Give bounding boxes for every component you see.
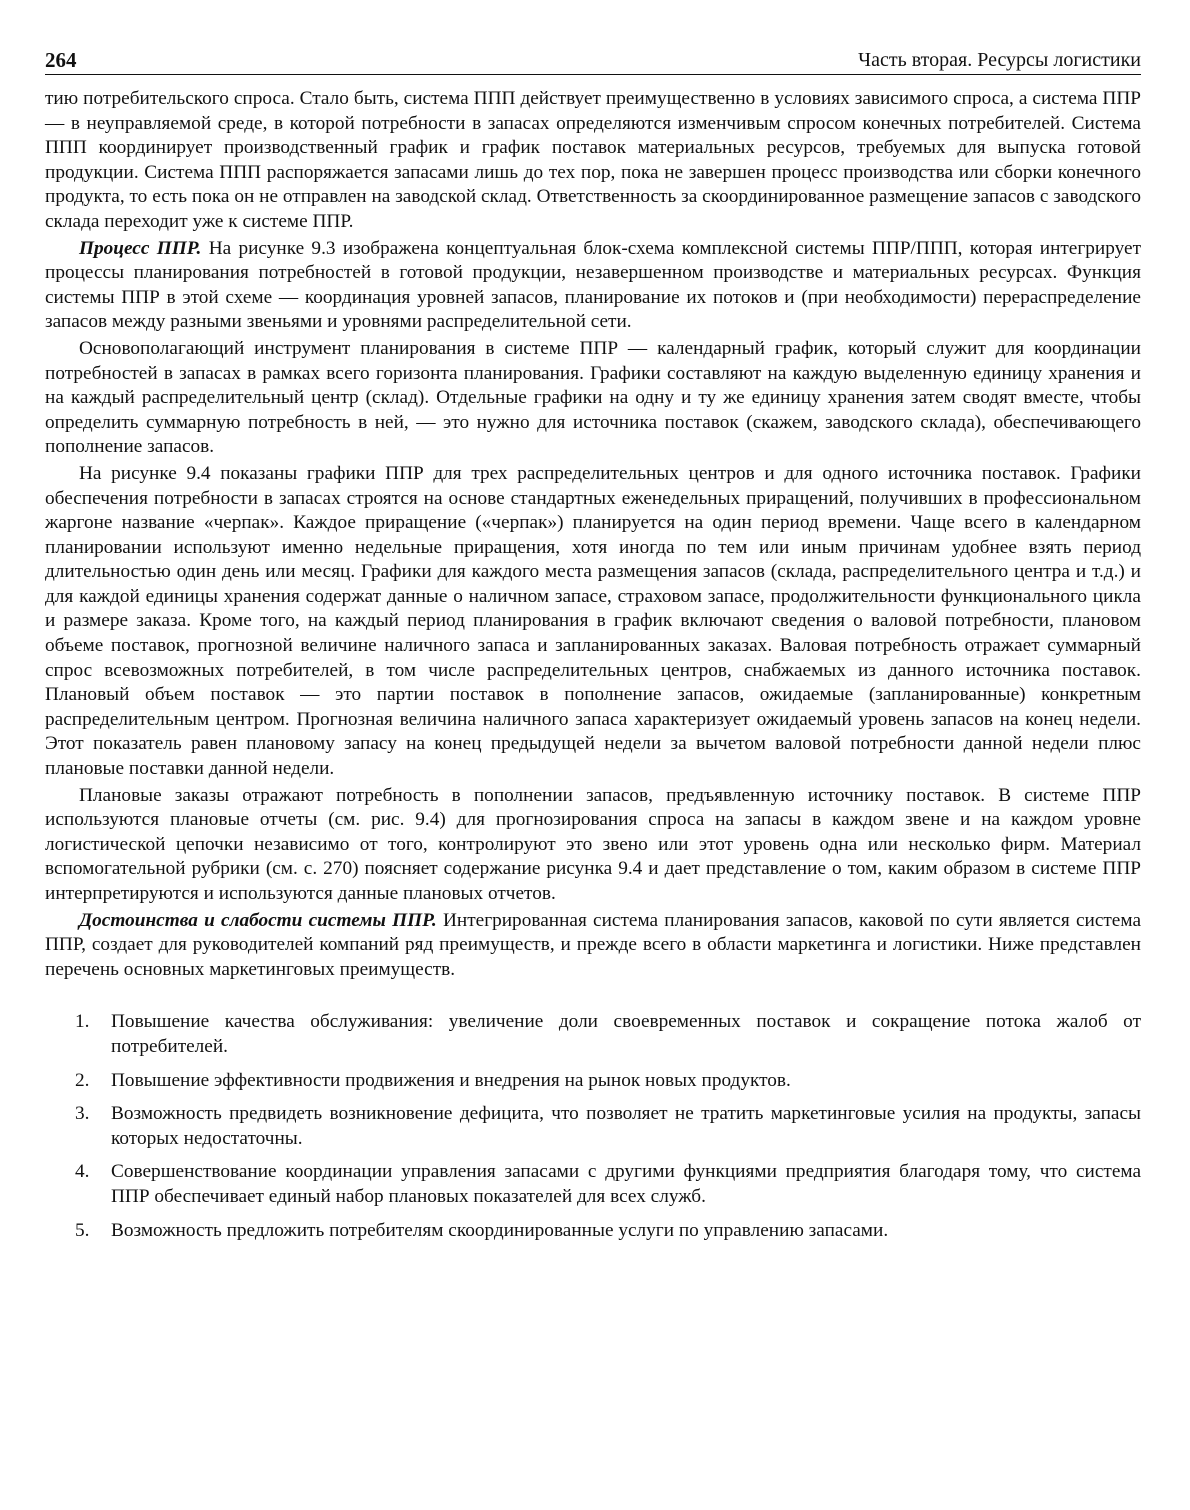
list-item	[45, 1160, 1141, 1209]
list-item	[45, 1102, 1141, 1151]
list-item	[45, 1219, 1141, 1244]
paragraph-2-text: На рисунке 9.3 изображена концептуальная блок-схема комплексной системы ППР/ППП, которая интегрирует процессы планирования потребностей в готовой продукции, незавершенном производстве и материальных ресурсах. Функция системы ППР в этой схеме — координация уровней запасов, планирование их потоков и (при необходимости) перераспределение запасов между разными звеньями и уровнями распределительной сети.	[45, 237, 1141, 333]
page-header	[45, 40, 1141, 75]
book-page	[45, 40, 1141, 1252]
paragraph-6-runin-heading: Достоинства и слабости системы ППР.	[79, 909, 437, 931]
paragraph-6	[45, 909, 1141, 983]
list-item-text: Возможность предвидеть возникновение дефицита, что позволяет не тратить маркетинговые усилия на продукты, запасы которых недостаточны.	[111, 1103, 1141, 1149]
paragraph-6-text: Интегрированная система планирования запасов, каковой по сути является система ППР, создает для руководителей компаний ряд преимуществ, и прежде всего в области маркетинга и логистики. Ниже представлен перечень основных маркетинговых преимуществ.	[45, 909, 1141, 980]
paragraph-4-text: На рисунке 9.4 показаны графики ППР для трех распределительных центров и для одного источника поставок. Графики обеспечения потребности в запасах строятся на основе стандартных еженедельных приращений, получивших в профессиональном жаргоне название «черпак». Каждое приращение («черпак») планируется на один период времени. Чаще всего в календарном планировании используют именно недельные приращения, хотя иногда по тем или иным причинам удобнее взять период длительностью один день или месяц. Графики для каждого места размещения запасов (склада, распределительного центра и т.д.) и для каждой единицы хранения содержат данные о наличном запасе, страховом запасе, продолжительности функционального цикла и размере заказа. Кроме того, на каждый период планирования в график включают сведения о валовой потребности, плановом объеме поставок, прогнозной величине наличного запаса и запланированных заказах. Валовая потребность отражает суммарный спрос всевозможных потребителей, в том числе распределительных центров, снабжаемых из данного источника поставок. Плановый объем поставок — это партии поставок в пополнение запасов, ожидаемые (запланированные) конкретным распределительным центром. Прогнозная величина наличного запаса характеризует ожидаемый уровень запасов на конец недели. Этот показатель равен плановому запасу на конец предыдущей недели за вычетом валовой потребности данной недели плюс плановые поставки данной недели.	[45, 462, 1141, 780]
advantages-list	[45, 1010, 1141, 1243]
list-item	[45, 1069, 1141, 1094]
list-item-text: Возможность предложить потребителям скоординированные услуги по управлению запасами.	[111, 1219, 889, 1241]
list-item-text: Совершенствование координации управления запасами с другими функциями предприятия благодаря тому, что система ППР обеспечивает единый набор плановых показателей для всех служб.	[111, 1161, 1141, 1207]
list-item-number: 2.	[75, 1069, 90, 1091]
paragraph-1	[45, 87, 1141, 235]
running-title: Часть вторая. Ресурсы логистики	[858, 49, 1141, 71]
page-number: 264	[45, 48, 77, 72]
list-item-text: Повышение качества обслуживания: увеличение доли своевременных поставок и сокращение потока жалоб от потребителей.	[111, 1011, 1141, 1057]
list-item-text: Повышение эффективности продвижения и внедрения на рынок новых продуктов.	[111, 1069, 791, 1091]
paragraph-5-text: Плановые заказы отражают потребность в пополнении запасов, предъявленную источнику поставок. В системе ППР используются плановые отчеты (см. рис. 9.4) для прогнозирования спроса на запасы в каждом звене и на каждом уровне логистической цепочки независимо от того, контролируют это звено или этот уровень одна или несколько фирм. Материал вспомогательной рубрики (см. с. 270) поясняет содержание рисунка 9.4 и дает представление о том, каким образом в системе ППР интерпретируются и используются данные плановых отчетов.	[45, 784, 1141, 904]
list-item-number: 4.	[75, 1161, 90, 1183]
paragraph-5	[45, 784, 1141, 907]
paragraph-1-text: тию потребительского спроса. Стало быть, система ППП действует преимущественно в условиях зависимого спроса, а система ППР — в неуправляемой среде, в которой потребности в запасах определяются изменчивым спросом конечных потребителей. Система ППП координирует производственный график и график поставок материальных ресурсов, требуемых для выпуска готовой продукции. Система ППП распоряжается запасами лишь до тех пор, пока не завершен процесс производства или сборки конечного продукта, то есть пока он не отправлен на заводской склад. Ответственность за скоординированное размещение запасов с заводского склада переходит уже к системе ППР.	[45, 88, 1141, 232]
list-item-number: 5.	[75, 1219, 90, 1241]
paragraph-2-runin-heading: Процесс ППР.	[79, 237, 202, 259]
paragraph-3-text: Основополагающий инструмент планирования в системе ППР — календарный график, который служит для координации потребностей в запасах в рамках всего горизонта планирования. Графики составляют на каждую выделенную единицу хранения и на каждый распределительный центр (склад). Отдельные графики на одну и ту же единицу хранения затем сводят вместе, чтобы определить суммарную потребность в ней, — это нужно для источника поставок (скажем, заводского склада), обеспечивающего пополнение запасов.	[45, 337, 1141, 458]
paragraph-3	[45, 337, 1141, 460]
list-item-number: 3.	[75, 1103, 90, 1125]
paragraph-2	[45, 237, 1141, 335]
list-item	[45, 1010, 1141, 1059]
body-text	[45, 87, 1141, 1243]
paragraph-4	[45, 462, 1141, 782]
list-item-number: 1.	[75, 1011, 90, 1033]
